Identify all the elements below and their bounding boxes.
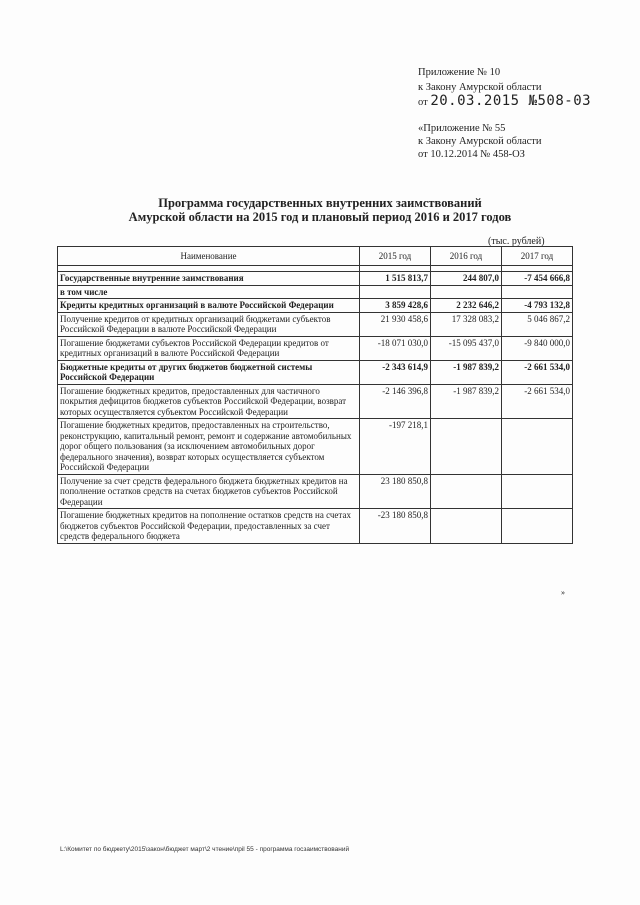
row-name: Погашение бюджетами субъектов Российской Федерации кредитов от кредитных организаций в валюте Российской Федерации	[58, 336, 360, 360]
row-name: в том числе	[58, 285, 360, 299]
header-2016: 2016 год	[431, 247, 502, 266]
row-2016	[431, 419, 502, 475]
row-2016	[431, 285, 502, 299]
row-2015: -2 343 614,9	[360, 360, 431, 384]
table-row	[58, 474, 573, 509]
row-2016: -1 987 839,2	[431, 384, 502, 419]
row-2015: 21 930 458,6	[360, 312, 431, 336]
row-2016: 17 328 083,2	[431, 312, 502, 336]
table-row	[58, 285, 573, 299]
closing-quote-mark: »	[561, 588, 565, 597]
title-line-2: Амурской области на 2015 год и плановый период 2016 и 2017 годов	[128, 210, 512, 224]
row-2016	[431, 509, 502, 544]
quoted-law-reference: к Закону Амурской области	[418, 136, 542, 147]
row-2016: -1 987 839,2	[431, 360, 502, 384]
header-name: Наименование	[58, 247, 360, 266]
row-2017	[502, 285, 573, 299]
date-prefix: от	[418, 97, 428, 108]
row-2015: 3 859 428,6	[360, 299, 431, 313]
row-2015: -23 180 850,8	[360, 509, 431, 544]
row-name: Получение кредитов от кредитных организаций бюджетами субъектов Российской Федерации в валюте Российской Федерации	[58, 312, 360, 336]
date-stamp: 20.03.2015 №508-03	[430, 93, 592, 109]
appendix-number: Приложение № 10	[418, 67, 501, 78]
row-name: Погашение бюджетных кредитов на пополнение остатков средств на счетах бюджетов субъектов Российской Федерации, предоставленных за счет средств федерального бюджета	[58, 509, 360, 544]
row-name: Бюджетные кредиты от других бюджетов бюджетной системы Российской Федерации	[58, 360, 360, 384]
row-2016: 244 807,0	[431, 272, 502, 286]
row-name: Кредиты кредитных организаций в валюте Российской Федерации	[58, 299, 360, 313]
table-row	[58, 384, 573, 419]
table-row	[58, 336, 573, 360]
row-2015: -2 146 396,8	[360, 384, 431, 419]
row-2015: 1 515 813,7	[360, 272, 431, 286]
row-name: Погашение бюджетных кредитов, предоставленных на строительство, реконструкцию, капитальный ремонт, ремонт и содержание автомобильных дорог общего пользования (за исключением автомобильных дорог федерального значения), возврат которых осуществляется субъектом Российской Федерации	[58, 419, 360, 475]
units-label: (тыс. рублей)	[488, 236, 545, 247]
row-2016	[431, 474, 502, 509]
table-row	[58, 419, 573, 475]
law-reference: к Закону Амурской области	[418, 82, 542, 93]
quoted-appendix-header	[418, 122, 542, 161]
row-2017	[502, 419, 573, 475]
appendix-header	[418, 66, 591, 109]
row-2017: -2 661 534,0	[502, 360, 573, 384]
table-row	[58, 299, 573, 313]
row-2017: -7 454 666,8	[502, 272, 573, 286]
row-2017	[502, 474, 573, 509]
row-2016: -15 095 437,0	[431, 336, 502, 360]
document-title	[60, 196, 580, 224]
row-name: Получение за счет средств федерального бюджета бюджетных кредитов на пополнение остатков средств на счетах бюджетов субъектов Российской Федерации	[58, 474, 360, 509]
row-2015: 23 180 850,8	[360, 474, 431, 509]
borrowing-program-table	[57, 246, 573, 544]
row-2016: 2 232 646,2	[431, 299, 502, 313]
row-2017: -9 840 000,0	[502, 336, 573, 360]
file-path-footer: L:\Комитет по бюджету\2015\закон\бюджет март\2 чтение\прil 55 - программа госзаимствований	[60, 846, 350, 853]
table-row	[58, 509, 573, 544]
header-2017: 2017 год	[502, 247, 573, 266]
quoted-appendix-number: «Приложение № 55	[418, 123, 506, 134]
header-2015: 2015 год	[360, 247, 431, 266]
table-row	[58, 312, 573, 336]
row-name: Погашение бюджетных кредитов, предоставленных для частичного покрытия дефицитов бюджетов субъектов Российской Федерации, возврат которых осуществляется субъектом Российской Федерации	[58, 384, 360, 419]
row-name: Государственные внутренние заимствования	[58, 272, 360, 286]
row-2015	[360, 285, 431, 299]
table-row	[58, 360, 573, 384]
row-2015: -18 071 030,0	[360, 336, 431, 360]
title-line-1: Программа государственных внутренних заимствований	[158, 196, 482, 210]
row-2017: -2 661 534,0	[502, 384, 573, 419]
row-2015: -197 218,1	[360, 419, 431, 475]
row-2017: -4 793 132,8	[502, 299, 573, 313]
table-row	[58, 272, 573, 286]
table-header-row	[58, 247, 573, 266]
row-2017: 5 046 867,2	[502, 312, 573, 336]
quoted-date: от 10.12.2014 № 458-ОЗ	[418, 149, 525, 160]
row-2017	[502, 509, 573, 544]
